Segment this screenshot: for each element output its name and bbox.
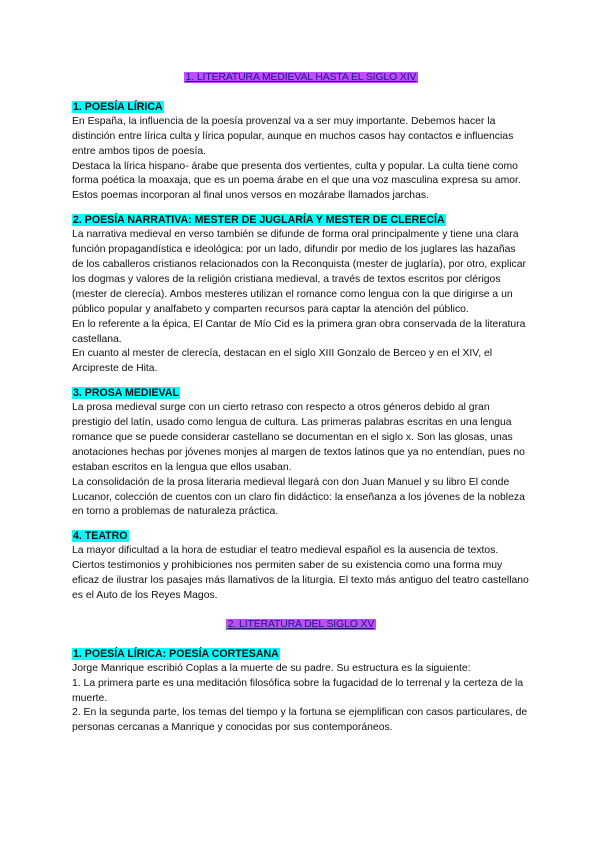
paragraph: La mayor dificultad a la hora de estudiar el teatro medieval español es la ausencia de textos. Ciertos testimonios y prohibiciones nos permiten saber de su existencia como una forma muy eficaz de ilustrar los pasajes más llamativos de la liturgia. El texto más antiguo del teatro castellano es el Auto de los Reyes Magos. bbox=[72, 545, 529, 601]
paragraph: Jorge Manrique escribió Coplas a la muerte de su padre. Su estructura es la siguiente: bbox=[72, 662, 471, 674]
chapter-heading-2-text: 2. LITERATURA DEL SIGLO XV bbox=[227, 618, 375, 630]
paragraph: En España, la influencia de la poesía provenzal va a ser muy importante. Debemos hacer la distinción entre lírica culta y lírica popular, aunque en muchos casos hay contactos e influencias entre ambos tipos de poesía. bbox=[72, 115, 514, 157]
paragraph: En lo referente a la épica, El Cantar de Mío Cid es la primera gran obra conservada de la literatura castellana. bbox=[72, 318, 526, 345]
paragraph: La prosa medieval surge con un cierto retraso con respecto a otros géneros debido al gran prestigio del latín, usado como lengua de cultura. Las primeras palabras escritas en una lengua romance que se puede considerar castellano se documentan en el siglo x. Son las glosas, unas anotaciones hechas por jóvenes monjes al margen de textos latinos que ya no entendían, pues no estaban escritos en la lengua que ellos usaban. bbox=[72, 402, 525, 473]
chapter-heading-1-text: 1. LITERATURA MEDIEVAL HASTA EL SIGLO XIV bbox=[185, 72, 417, 83]
paragraph: La narrativa medieval en verso también se difunde de forma oral principalmente y tiene una clara función propagandística e ideológica: por un lado, difundir por medio de los juglares las hazañas de los caballeros cristianos relacionados con la Reconquista (mester de juglaría), por otro, explicar los dogmas y valores de la religión cristiana medieval, a través de textos escritos por clérigos (mester de clerecía). Ambos mesteres utilizan el romance como lengua con la que dirigirse a un público popular y analfabeto y comparten recursos para captar la atención del público. bbox=[72, 229, 526, 315]
paragraph: 1. La primera parte es una meditación filosófica sobre la fugacidad de lo terrenal y la certeza de la muerte. bbox=[72, 677, 524, 704]
chapter-heading-1 bbox=[72, 71, 530, 86]
section-heading-poesia-narrativa bbox=[72, 213, 530, 228]
paragraph: En cuanto al mester de clerecía, destacan en el siglo XIII Gonzalo de Berceo y en el XIV, el Arcipreste de Hita. bbox=[72, 348, 493, 375]
section-heading-text: 1. POESÍA LÍRICA bbox=[73, 100, 163, 113]
paragraph: La consolidación de la prosa literaria medieval llegará con don Juan Manuel y su libro El conde Lucanor, colección de cuentos con un claro fin didáctico: la enseñanza a los jóvenes de la nobleza en torno a problemas de naturaleza práctica. bbox=[72, 476, 525, 518]
section-heading-prosa-medieval bbox=[72, 386, 530, 401]
section-heading-text: 3. PROSA MEDIEVAL bbox=[73, 387, 179, 400]
document-body bbox=[72, 71, 530, 736]
section-heading-text: 4. TEATRO bbox=[73, 530, 128, 543]
paragraph: 2. En la segunda parte, los temas del tiempo y la fortuna se ejemplifican con casos particulares, de personas cercanas a Manrique y conocidas por sus contemporáneos. bbox=[72, 707, 528, 734]
section-heading-text: 1. POESÍA LÍRICA: POESÍA CORTESANA bbox=[73, 647, 279, 660]
paragraph: Destaca la lírica hispano- árabe que presenta dos vertientes, culta y popular. La culta tiene como forma poética la moaxaja, que es un poema árabe en el que una voz masculina expresa su amor. Estos poemas incorporan al final unos versos en mozárabe llamados jarchas. bbox=[72, 160, 521, 202]
section-heading-poesia-lirica bbox=[72, 100, 530, 115]
section-heading-poesia-cortesana bbox=[72, 647, 530, 662]
section-heading-text: 2. POESÍA NARRATIVA: MESTER DE JUGLARÍA Y MESTER DE CLERECÍA bbox=[73, 214, 445, 227]
chapter-heading-2 bbox=[72, 618, 530, 633]
section-heading-teatro bbox=[72, 529, 530, 544]
